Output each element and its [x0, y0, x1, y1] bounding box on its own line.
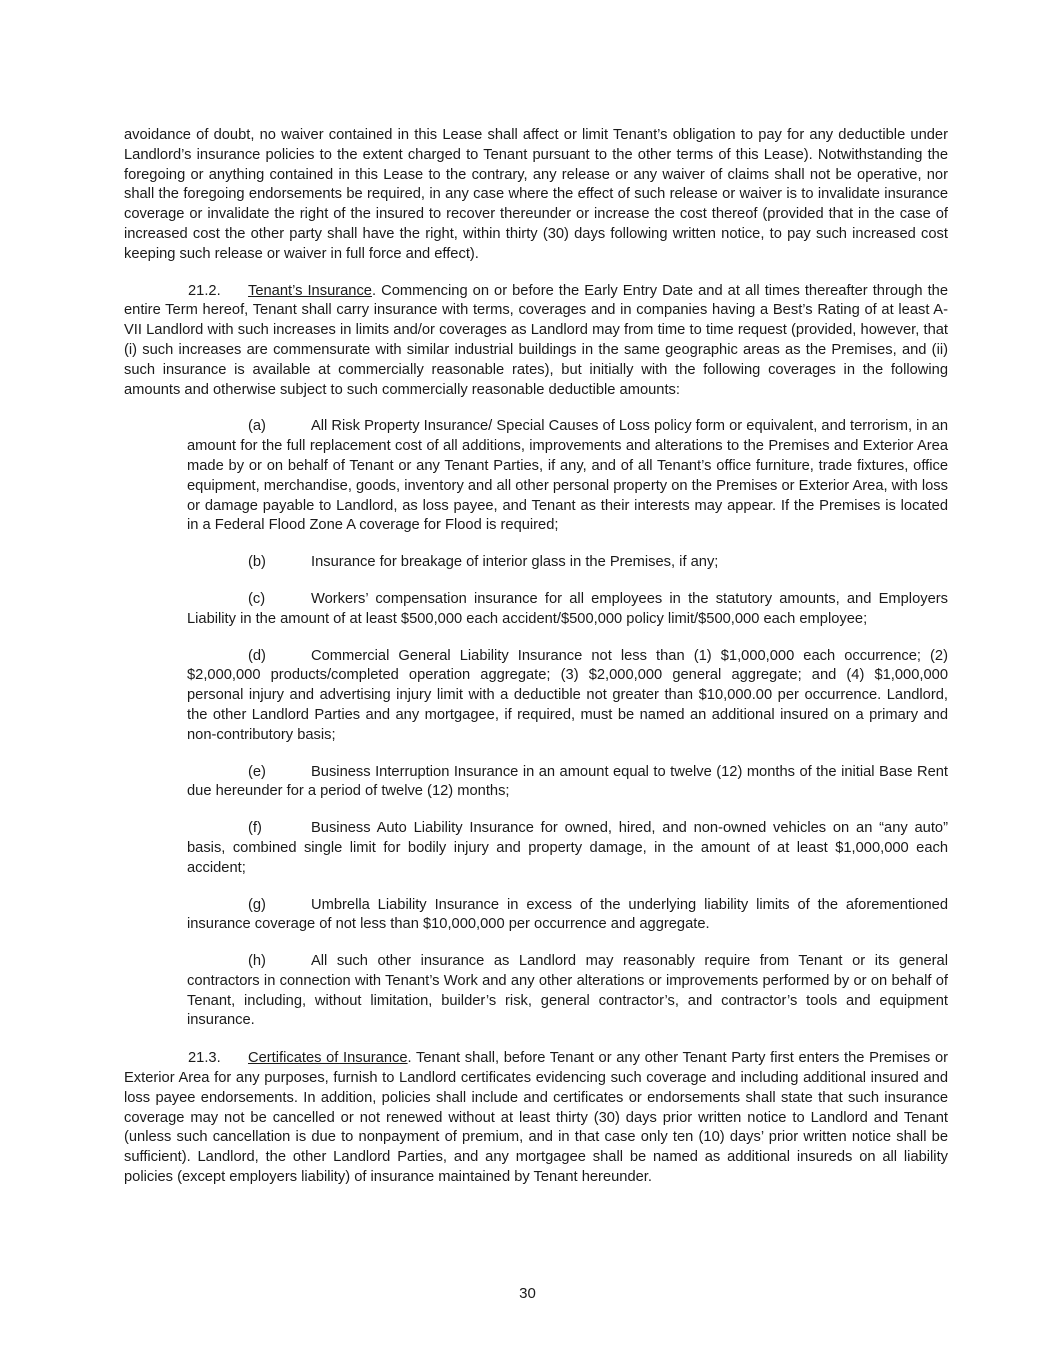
item-text: Commercial General Liability Insurance not less than (1) $1,000,000 each occurrence; (2) $2,000,000 products/completed operation aggregate; (3) $2,000,000 general aggregate; and (4) $1,000,000 personal injury and advertising injury limit with a deductible not greater than $10,000.00 per occurrence. Landlord, the other Landlord Parties and any mortgagee, if required, must be named an additional insured on a primary and non-contributory basis;	[187, 647, 948, 743]
section-number: 21.3.	[188, 1050, 221, 1067]
item-text: Insurance for breakage of interior glass in the Premises, if any;	[311, 554, 719, 571]
item-label: (g)	[248, 896, 266, 913]
section-21-3-paragraph	[124, 1049, 948, 1188]
section-heading: Certificates of Insurance	[248, 1050, 408, 1067]
list-item-g	[187, 896, 948, 936]
list-item-a	[187, 417, 948, 536]
section-body: . Commencing on or before the Early Entry Date and at all times thereafter through the entire Term hereof, Tenant shall carry insurance with terms, coverages and in companies having a Best’s Rating of at least A- VII Landlord with such increases in limits and/or coverages as Landlord may from time to time request (provided, however, that (i) such increases are commensurate with similar industrial buildings in the same geographic areas as the Premises, and (ii) such insurance is available at commercially reasonable rates), but initially with the following coverages in the following amounts and otherwise subject to such commercially reasonable deductible amounts:	[124, 282, 948, 398]
item-label: (b)	[248, 554, 266, 571]
item-label: (d)	[248, 647, 266, 664]
item-label: (c)	[248, 590, 266, 607]
section-body: . Tenant shall, before Tenant or any other Tenant Party first enters the Premises or Exterior Area for any purposes, furnish to Landlord certificates evidencing such coverage and including additional insured and loss payee endorsements. In addition, policies shall include and certificates or endorsements shall state that such insurance coverage may not be cancelled or not renewed without at least thirty (30) days prior written notice to Landlord and Tenant (unless such cancellation is due to nonpayment of premium, and in that case only ten (10) days’ prior written notice shall be sufficient). Landlord, the other Landlord Parties, and any mortgagee shall be named as additional insureds on all liability policies (except employers liability) of insurance maintained by Tenant hereunder.	[124, 1050, 948, 1186]
list-item-e	[187, 763, 948, 803]
section-heading: Tenant’s Insurance	[248, 282, 372, 299]
item-text: Workers’ compensation insurance for all employees in the statutory amounts, and Employers Liability in the amount of at least $500,000 each accident/$500,000 policy limit/$500,000 each employee;	[187, 590, 948, 627]
item-label: (h)	[248, 953, 266, 970]
item-label: (a)	[248, 418, 266, 435]
list-item-c	[187, 590, 948, 630]
item-text: All such other insurance as Landlord may reasonably require from Tenant or its general contractors in connection with Tenant’s Work and any other alterations or improvements performed by or on behalf of Tenant, including, without limitation, builder’s risk, general contractor’s, and contractor’s tools and equipment insurance.	[187, 953, 948, 1029]
page-number: 30	[519, 1285, 536, 1302]
list-item-f	[187, 819, 948, 878]
item-label: (f)	[248, 820, 262, 837]
document-page	[124, 126, 948, 1188]
item-text: Business Auto Liability Insurance for owned, hired, and non-owned vehicles on an “any auto” basis, combined single limit for bodily injury and property damage, in the amount of at least $1,000,000 each accident;	[187, 820, 948, 876]
item-text: Umbrella Liability Insurance in excess of the underlying liability limits of the aforementioned insurance coverage of not less than $10,000,000 per occurrence and aggregate.	[187, 896, 948, 933]
item-text: All Risk Property Insurance/ Special Causes of Loss policy form or equivalent, and terrorism, in an amount for the full replacement cost of all additions, improvements and alterations to the Premises and Exterior Area made by or on behalf of Tenant or any Tenant Parties, if any, and of all Tenant’s office furniture, trade fixtures, office equipment, merchandise, goods, inventory and all other personal property on the Premises or Exterior Area, with loss or damage payable to Landlord, as loss payee, and Tenant as their interests may appear. If the Premises is located in a Federal Flood Zone A coverage for Flood is required;	[187, 418, 948, 534]
section-number: 21.2.	[188, 282, 221, 299]
list-item-b	[187, 553, 948, 573]
list-item-h	[187, 952, 948, 1031]
item-text: Business Interruption Insurance in an amount equal to twelve (12) months of the initial Base Rent due hereunder for a period of twelve (12) months;	[187, 763, 948, 800]
intro-paragraph: avoidance of doubt, no waiver contained in this Lease shall affect or limit Tenant’s obligation to pay for any deductible under Landlord’s insurance policies to the extent charged to Tenant pursuant to the other terms of this Lease). Notwithstanding the foregoing or anything contained in this Lease to the contrary, any release or any waiver of claims shall not be operative, nor shall the foregoing endorsements be required, in any case where the effect of such release or waiver is to invalidate insurance coverage or invalidate the right of the insured to recover thereunder or increase the cost thereof (provided that in the case of increased cost the other party shall have the right, within thirty (30) days following written notice, to pay such increased cost keeping such release or waiver in full force and effect).	[124, 127, 948, 262]
section-21-2-paragraph	[124, 282, 948, 401]
list-item-d	[187, 647, 948, 746]
item-label: (e)	[248, 763, 266, 780]
